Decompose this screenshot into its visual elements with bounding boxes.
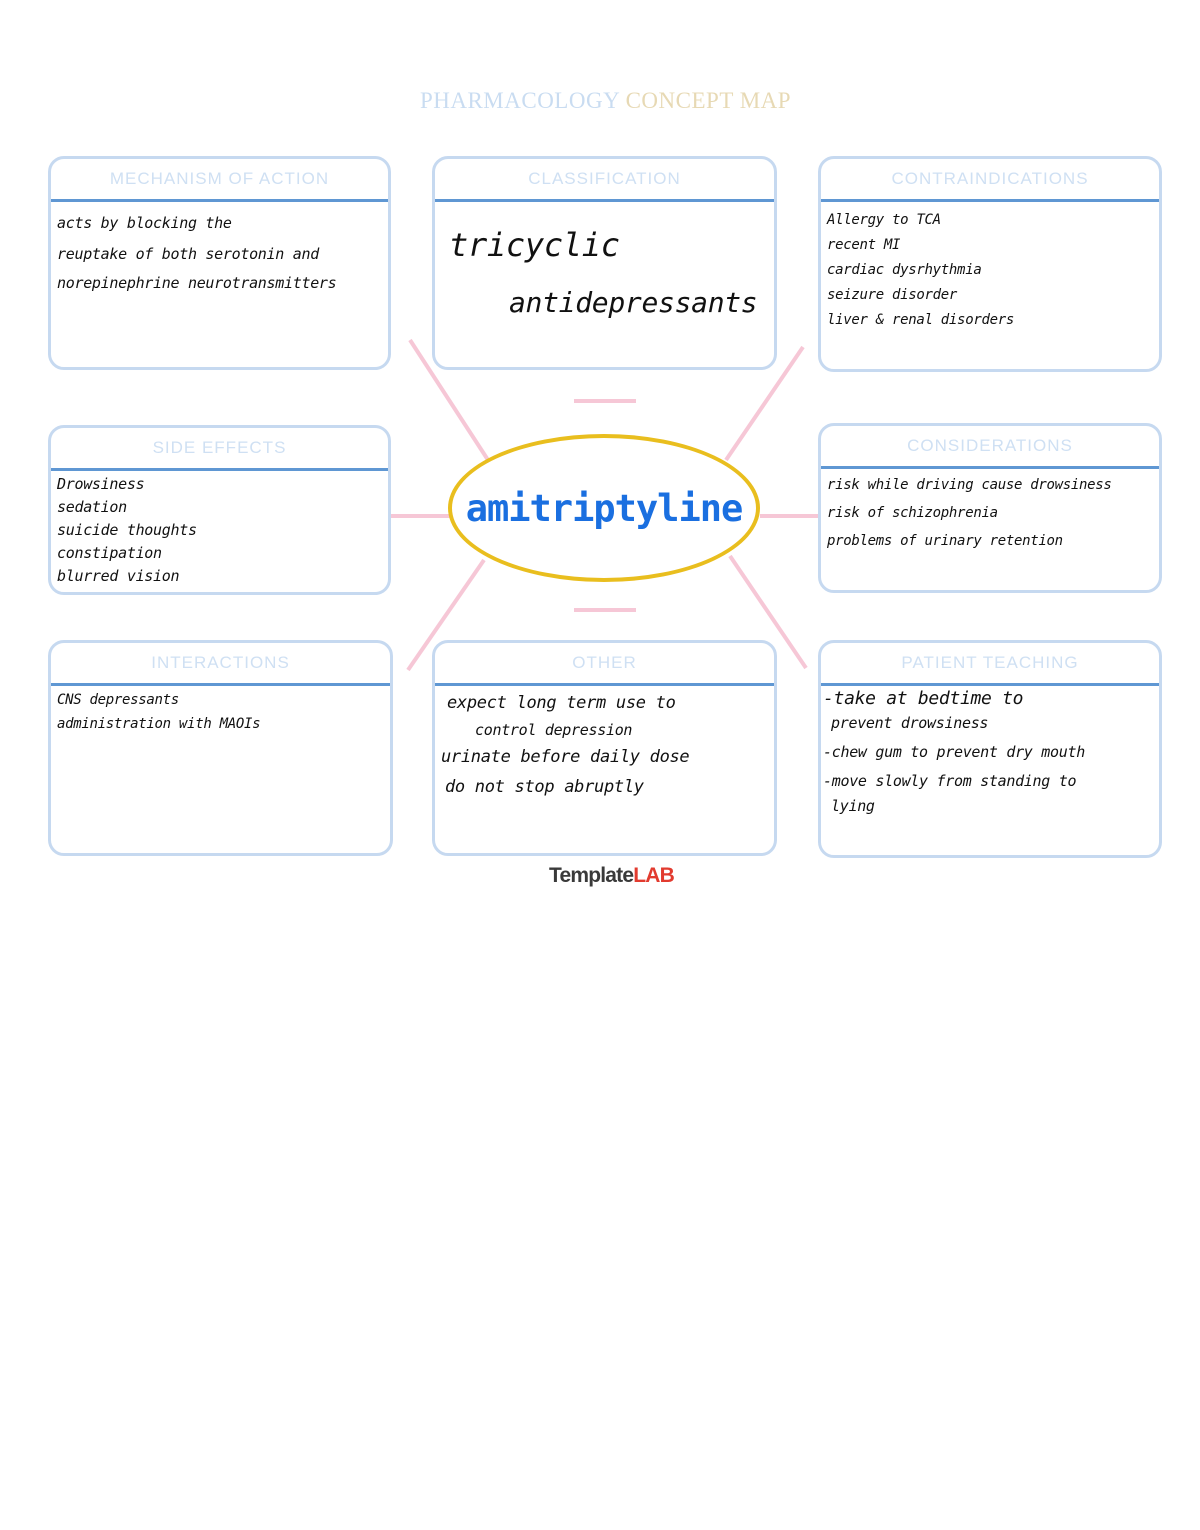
logo-part-lab: LAB	[633, 864, 674, 887]
contraindications-box	[818, 156, 1162, 372]
note-line: cardiac dysrhythmia	[827, 262, 982, 278]
note-line: norepinephrine neurotransmitters	[57, 274, 337, 292]
other-notes	[435, 686, 774, 802]
considerations-box	[818, 423, 1162, 593]
note-line: risk of schizophrenia	[827, 505, 998, 521]
side-effects-heading: SIDE EFFECTS	[51, 428, 388, 471]
note-line: Allergy to TCA	[827, 212, 941, 228]
mechanism-box	[48, 156, 391, 370]
classification-heading: CLASSIFICATION	[435, 159, 774, 202]
central-drug-ellipse	[448, 434, 760, 582]
note-line: constipation	[57, 544, 162, 562]
note-line: lying	[831, 797, 875, 815]
title-part-concept-map: CONCEPT MAP	[625, 88, 792, 113]
patient-teaching-notes	[821, 686, 1159, 819]
note-line: seizure disorder	[827, 287, 958, 303]
note-line: reuptake of both serotonin and	[57, 245, 319, 263]
interactions-notes	[51, 686, 390, 736]
mechanism-heading: MECHANISM OF ACTION	[51, 159, 388, 202]
contraindications-heading: CONTRAINDICATIONS	[821, 159, 1159, 202]
note-line: urinate before daily dose	[441, 747, 690, 767]
templatelab-logo	[549, 864, 674, 888]
other-box	[432, 640, 777, 856]
note-line: suicide thoughts	[57, 521, 197, 539]
note-line: expect long term use to	[447, 693, 676, 713]
side-effects-notes	[51, 471, 388, 588]
note-line: do not stop abruptly	[445, 777, 644, 797]
note-line: liver & renal disorders	[827, 312, 1014, 328]
logo-part-template: Template	[549, 864, 634, 887]
interactions-heading: INTERACTIONS	[51, 643, 390, 686]
central-drug-name: amitriptyline	[465, 486, 743, 530]
note-line: tricyclic	[449, 226, 620, 264]
patient-teaching-heading: PATIENT TEACHING	[821, 643, 1159, 686]
classification-box	[432, 156, 777, 370]
patient-teaching-box	[818, 640, 1162, 858]
note-line: -move slowly from standing to	[823, 772, 1077, 790]
interactions-box	[48, 640, 393, 856]
other-heading: OTHER	[435, 643, 774, 686]
considerations-notes	[821, 469, 1159, 555]
note-line: sedation	[57, 498, 127, 516]
note-line: administration with MAOIs	[57, 716, 261, 732]
note-line: acts by blocking the	[57, 214, 232, 232]
title-part-pharmacology: PHARMACOLOGY	[419, 88, 620, 113]
note-line: antidepressants	[509, 286, 758, 319]
note-line: problems of urinary retention	[827, 533, 1063, 549]
note-line: risk while driving cause drowsiness	[827, 477, 1112, 493]
note-line: -take at bedtime to	[823, 688, 1024, 709]
contraindications-notes	[821, 202, 1159, 333]
note-line: CNS depressants	[57, 692, 179, 708]
side-effects-box	[48, 425, 391, 595]
mechanism-notes	[51, 202, 388, 296]
note-line: prevent drowsiness	[831, 714, 989, 732]
note-line: recent MI	[827, 237, 901, 253]
considerations-heading: CONSIDERATIONS	[821, 426, 1159, 469]
classification-notes	[435, 202, 774, 332]
note-line: -chew gum to prevent dry mouth	[823, 743, 1085, 761]
note-line: blurred vision	[57, 567, 180, 585]
note-line: Drowsiness	[57, 475, 145, 493]
note-line: control depression	[475, 721, 633, 739]
